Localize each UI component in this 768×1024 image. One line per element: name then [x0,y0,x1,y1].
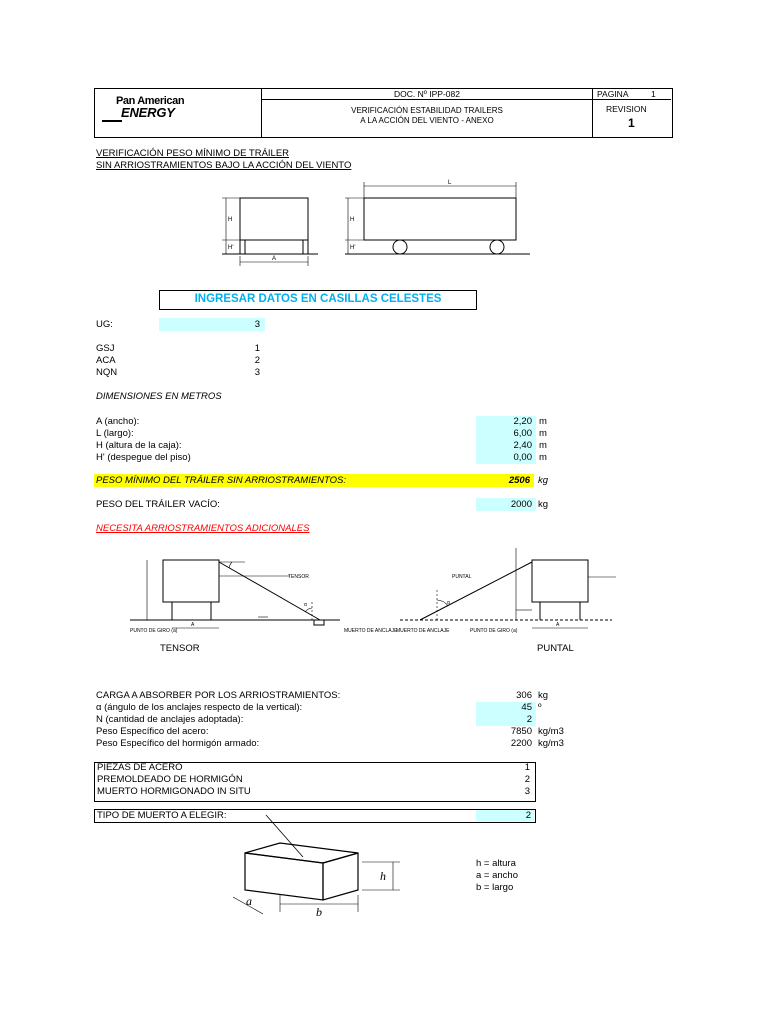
input-instructions-text: INGRESAR DATOS EN CASILLAS CELESTES [194,293,442,305]
section-title-line1: VERIFICACIÓN PESO MÍNIMO DE TRÁILER [96,148,290,159]
block-dim-a: a [246,894,252,908]
side-view-box [364,198,516,240]
revision-value: 1 [628,116,635,130]
tensor-anchor-block [314,620,324,625]
ug-item-gsj: GSJ 1 [96,343,260,354]
load-row-carga: CARGA A ABSORBER POR LOS ARRIOSTRAMIENTOS: 306 kg [96,690,549,701]
label-l-side: L [448,180,452,186]
legend-h: h = altura [476,858,516,869]
dim-row-altura: H (altura de la caja): 2,40 m [96,440,547,451]
front-view-leg-right [303,240,308,254]
section-title-line2: SIN ARRIOSTRAMIENTOS BAJO LA ACCIÓN DEL VIENTO [96,160,352,171]
puntal-trailer-box [532,560,588,602]
header-hline-mid [261,99,671,100]
ug-value: 3 [254,319,260,330]
dim-altura-input[interactable]: 2,40 [476,440,536,452]
tensor-trailer-box [163,560,219,602]
logo-swoosh [102,120,122,122]
dim-row-despegue: H' (despegue del piso) 0,00 m [96,452,547,463]
pagina-label: PAGINA [597,89,629,99]
dim-despegue-input[interactable]: 0,00 [476,452,536,464]
puntal-label: PUNTAL [452,574,472,580]
revision-label: REVISION [606,104,647,114]
label-h-side: H [350,217,355,223]
tensor-dim-a: A [191,622,195,628]
dim-row-largo: L (largo): 6,00 m [96,428,547,439]
front-view-box [240,198,308,240]
puntal-caption: PUNTAL [537,643,574,654]
logo-line2: ENERGY [121,105,175,120]
load-row-alpha: α (ángulo de los anclajes respecto de la vertical): 45 º [96,702,542,713]
ug-list [96,343,266,379]
bracing-sketch [0,545,768,645]
legend-b: b = largo [476,882,514,893]
peso-vacio-input[interactable]: 2000 [476,498,536,511]
puntal-pivot-label: PUNTO DE GIRO (a) [470,628,518,634]
block-front-face [245,853,323,900]
dim-ancho-input[interactable]: 2,20 [476,416,536,428]
label-a-front: A [272,256,277,262]
loads-table [96,690,576,750]
input-instructions-banner [159,290,477,310]
tipo-muerto-label: TIPO DE MUERTO A ELEGIR: [97,810,227,821]
block-dim-h: h [380,869,386,883]
dimensions-title: DIMENSIONES EN METROS [96,391,222,402]
peso-minimo-unit: kg [538,475,549,486]
doc-title [262,106,592,126]
ug-item-nqn: NQN 3 [96,367,260,378]
trailer-dimension-sketch [0,175,768,275]
dim-row-ancho: A (ancho): 2,20 m [96,416,547,427]
peso-minimo-label: PESO MÍNIMO DEL TRÁILER SIN ARRIOSTRAMIENTOS: [96,475,347,486]
dim-largo-input[interactable]: 6,00 [476,428,536,440]
muerto-type-insitu: MUERTO HORMIGONADO IN SITU 3 [97,786,530,797]
ug-input[interactable] [159,318,265,331]
n-anclajes-input[interactable]: 2 [476,714,536,726]
legend-a: a = ancho [476,870,518,881]
label-hp-front: H' [228,245,234,251]
muerto-type-premoldeado: PREMOLDEADO DE HORMIGÓN 2 [97,774,530,785]
load-row-acero: Peso Específico del acero: 7850 kg/m3 [96,726,564,737]
peso-vacio-label: PESO DEL TRÁILER VACÍO: [96,499,220,510]
tensor-label: TENSOR [288,574,309,580]
peso-minimo-value: 2506 [508,475,530,486]
ug-label: UG: [96,319,113,330]
puntal-dim-a: A [556,622,560,628]
label-hp-side: H' [350,245,356,251]
block-dim-b: b [316,905,322,919]
doc-number: DOC. Nº IPP-082 [394,89,460,99]
anchor-block-sketch [0,815,768,925]
tensor-cable [219,562,320,620]
block-side-face [323,853,358,900]
muerto-type-acero: PIEZAS DE ACERO 1 [97,762,530,773]
label-h-front: H [228,217,233,223]
doc-title-line2: A LA ACCIÓN DEL VIENTO - ANEXO [360,116,494,125]
wheel-right [490,240,504,254]
logo-line1: Pan American [116,95,185,107]
acero-value: 7850 [510,726,532,737]
block-legend [476,858,518,894]
pagina-value: 1 [651,89,656,99]
doc-title-line1: VERIFICACIÓN ESTABILIDAD TRAILERS [351,106,503,115]
ug-item-aca: ACA 2 [96,355,260,366]
wheel-left [393,240,407,254]
alpha-input[interactable]: 45 [476,702,536,714]
puntal-alpha-label: α [447,600,450,606]
tensor-caption: TENSOR [160,643,200,654]
puntal-anchor-label: MUERTO DE ANCLAJE [396,628,450,634]
front-view-leg-left [240,240,245,254]
company-logo [116,96,206,118]
header-divider-right [592,88,593,137]
carga-value: 306 [516,690,532,701]
peso-minimo-row [94,474,534,487]
dimensions-table [96,416,556,464]
tensor-alpha-label: α [304,602,307,608]
hormigon-value: 2200 [510,738,532,749]
muerto-type-list [97,762,532,798]
peso-vacio-unit: kg [538,499,549,510]
tensor-anchor-label: MUERTO DE ANCLAJE [344,628,398,634]
tipo-muerto-input[interactable]: 2 [476,810,534,821]
bracing-warning: NECESITA ARRIOSTRAMIENTOS ADICIONALES [96,523,310,534]
tensor-pivot-label: PUNTO DE GIRO (a) [130,628,178,634]
load-row-n: N (cantidad de anclajes adoptada): 2 [96,714,576,726]
load-row-hormigon: Peso Específico del hormigón armado: 2200 kg/m3 [96,738,564,749]
